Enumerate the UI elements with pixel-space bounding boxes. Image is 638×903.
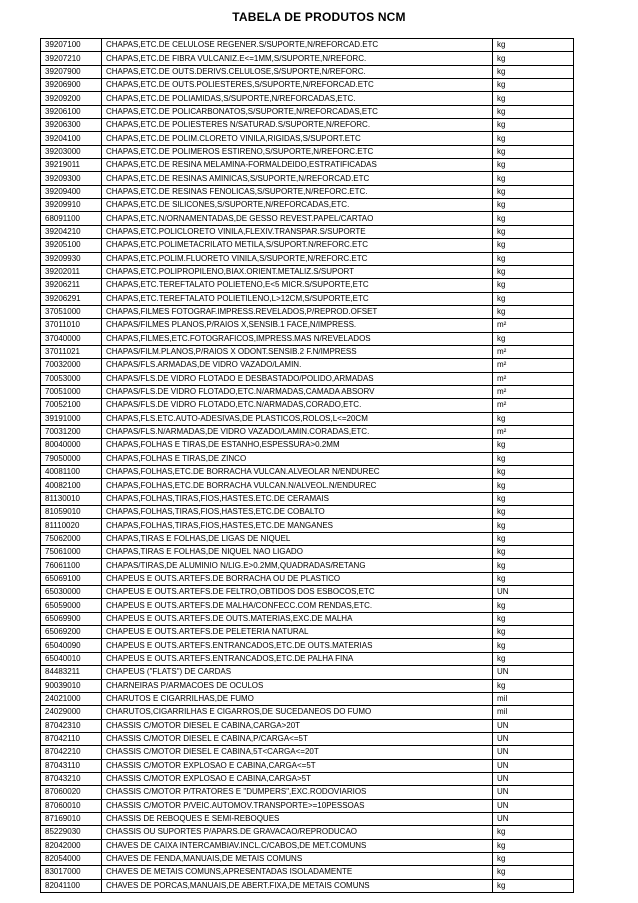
description-cell: CHAPAS,FOLHAS,TIRAS,FIOS,HASTES,ETC.DE COBALTO [102, 506, 493, 519]
ncm-code-cell: 39206100 [41, 105, 102, 118]
ncm-code-cell: 39206900 [41, 79, 102, 92]
description-cell: CHAPAS,ETC.DE RESINA MELAMINA-FORMALDEIDO,ESTRATIFICADAS [102, 159, 493, 172]
description-cell: CHAPAS,ETC.POLIPROPILENO,BIAX.ORIENT.METALIZ.S/SUPORT [102, 265, 493, 278]
description-cell: CHAPAS/FLS.DE VIDRO FLOTADO,ETC.N/ARMADAS,CORADO,ETC. [102, 399, 493, 412]
unit-cell: kg [493, 305, 574, 318]
table-row [41, 145, 574, 158]
ncm-code-cell: 81130010 [41, 492, 102, 505]
ncm-code-cell: 87042210 [41, 746, 102, 759]
description-cell: CHAPAS/FLS.N/ARMADAS,DE VIDRO VAZADO/LAMIN.CORADAS,ETC. [102, 425, 493, 438]
table-row [41, 92, 574, 105]
description-cell: CHAPAS,FOLHAS,ETC.DE BORRACHA VULCAN.ALVEOLAR N/ENDUREC [102, 466, 493, 479]
unit-cell: m² [493, 399, 574, 412]
unit-cell: m² [493, 425, 574, 438]
ncm-code-cell: 87060020 [41, 786, 102, 799]
description-cell: CHAPAS,ETC.DE POLIAMIDAS,S/SUPORTE,N/REFORCADAS,ETC. [102, 92, 493, 105]
description-cell: CHASSIS C/MOTOR EXPLOSAO E CABINA,CARGA>5T [102, 772, 493, 785]
description-cell: CHAPAS,ETC.DE OUTS.POLIESTERES,S/SUPORTE,N/REFORCAD.ETC [102, 79, 493, 92]
table-row [41, 746, 574, 759]
table-row [41, 265, 574, 278]
description-cell: CHARNEIRAS P/ARMACOES DE OCULOS [102, 679, 493, 692]
description-cell: CHAPEUS E OUTS.ARTEFS.DE OUTS.MATERIAS,EXC.DE MALHA [102, 612, 493, 625]
unit-cell: kg [493, 265, 574, 278]
ncm-code-cell: 40081100 [41, 466, 102, 479]
ncm-code-cell: 39204210 [41, 225, 102, 238]
ncm-code-cell: 39207210 [41, 52, 102, 65]
table-row [41, 239, 574, 252]
unit-cell: m² [493, 372, 574, 385]
table-row [41, 852, 574, 865]
ncm-code-cell: 81059010 [41, 506, 102, 519]
unit-cell: kg [493, 185, 574, 198]
description-cell: CHAPAS,ETC.N/ORNAMENTADAS,DE GESSO REVEST.PAPEL/CARTAO [102, 212, 493, 225]
ncm-code-cell: 24021000 [41, 692, 102, 705]
ncm-code-cell: 70031200 [41, 425, 102, 438]
ncm-code-cell: 87043210 [41, 772, 102, 785]
ncm-code-cell: 39209200 [41, 92, 102, 105]
ncm-code-cell: 75062000 [41, 532, 102, 545]
table-row [41, 599, 574, 612]
table-row [41, 826, 574, 839]
unit-cell: kg [493, 612, 574, 625]
table-row [41, 679, 574, 692]
unit-cell: kg [493, 92, 574, 105]
unit-cell: kg [493, 172, 574, 185]
description-cell: CHAPAS,ETC.POLIM.FLUORETO VINILA,S/SUPORTE,N/REFORC.ETC [102, 252, 493, 265]
table-row [41, 172, 574, 185]
table-row [41, 692, 574, 705]
description-cell: CHAPEUS E OUTS.ARTEFS.DE MALHA/CONFECC.COM RENDAS,ETC. [102, 599, 493, 612]
table-row [41, 732, 574, 745]
unit-cell: m² [493, 385, 574, 398]
ncm-code-cell: 87169010 [41, 812, 102, 825]
table-row [41, 719, 574, 732]
table-row [41, 772, 574, 785]
description-cell: CHAPAS,ETC.DE SILICONES,S/SUPORTE,N/REFORCADAS,ETC. [102, 199, 493, 212]
table-row [41, 706, 574, 719]
description-cell: CHAPEUS E OUTS.ARTEFS.ENTRANCADOS,ETC.DE OUTS.MATERIAS [102, 639, 493, 652]
table-row [41, 199, 574, 212]
description-cell: CHASSIS C/MOTOR EXPLOSAO E CABINA,CARGA<=5T [102, 759, 493, 772]
description-cell: CHAVES DE CAIXA INTERCAMBIAV.INCL.C/CABOS,DE MET.COMUNS [102, 839, 493, 852]
unit-cell: UN [493, 746, 574, 759]
ncm-code-cell: 65030000 [41, 586, 102, 599]
description-cell: CHASSIS C/MOTOR DIESEL E CABINA,CARGA>20T [102, 719, 493, 732]
ncm-code-cell: 87043110 [41, 759, 102, 772]
table-row [41, 626, 574, 639]
description-cell: CHAPAS,FOLHAS E TIRAS,DE ZINCO [102, 452, 493, 465]
unit-cell: kg [493, 159, 574, 172]
ncm-code-cell: 87042110 [41, 732, 102, 745]
unit-cell: kg [493, 412, 574, 425]
unit-cell: kg [493, 119, 574, 132]
ncm-code-cell: 87060010 [41, 799, 102, 812]
description-cell: CHAPAS/FILMES PLANOS,P/RAIOS X,SENSIB.1 FACE,N/IMPRESS. [102, 319, 493, 332]
description-cell: CHAPAS,ETC.DE CELULOSE REGENER.S/SUPORTE,N/REFORCAD.ETC [102, 39, 493, 52]
table-row [41, 466, 574, 479]
unit-cell: kg [493, 652, 574, 665]
unit-cell: kg [493, 626, 574, 639]
ncm-code-cell: 39206291 [41, 292, 102, 305]
table-row [41, 279, 574, 292]
ncm-code-cell: 68091100 [41, 212, 102, 225]
table-row [41, 612, 574, 625]
unit-cell: kg [493, 239, 574, 252]
table-row [41, 639, 574, 652]
ncm-code-cell: 24029000 [41, 706, 102, 719]
table-row [41, 345, 574, 358]
description-cell: CHAPEUS ("FLATS") DE CARDAS [102, 666, 493, 679]
table-row [41, 559, 574, 572]
unit-cell: kg [493, 79, 574, 92]
description-cell: CHAPAS,ETC.POLIMETACRILATO METILA,S/SUPORT.N/REFORC.ETC [102, 239, 493, 252]
unit-cell: kg [493, 879, 574, 892]
description-cell: CHAPAS,FILMES FOTOGRAF.IMPRESS.REVELADOS,P/REPROD.OFSET [102, 305, 493, 318]
table-row [41, 866, 574, 879]
ncm-code-cell: 90039010 [41, 679, 102, 692]
ncm-code-cell: 37040000 [41, 332, 102, 345]
unit-cell: kg [493, 479, 574, 492]
table-row [41, 519, 574, 532]
ncm-code-cell: 81110020 [41, 519, 102, 532]
unit-cell: mil [493, 706, 574, 719]
description-cell: CHASSIS OU SUPORTES P/APARS.DE GRAVACAO/REPRODUCAO [102, 826, 493, 839]
description-cell: CHAPAS/FLS.ARMADAS,DE VIDRO VAZADO/LAMIN. [102, 359, 493, 372]
ncm-code-cell: 65069200 [41, 626, 102, 639]
unit-cell: kg [493, 332, 574, 345]
unit-cell: UN [493, 772, 574, 785]
table-row [41, 359, 574, 372]
ncm-code-cell: 79050000 [41, 452, 102, 465]
description-cell: CHAPAS,ETC.DE RESINAS FENOLICAS,S/SUPORTE,N/REFORC.ETC. [102, 185, 493, 198]
unit-cell: kg [493, 212, 574, 225]
table-row [41, 399, 574, 412]
table-row [41, 479, 574, 492]
table-row [41, 786, 574, 799]
unit-cell: kg [493, 532, 574, 545]
ncm-code-cell: 80040000 [41, 439, 102, 452]
table-row [41, 452, 574, 465]
unit-cell: kg [493, 839, 574, 852]
description-cell: CHAPAS,FOLHAS,TIRAS,FIOS,HASTES,ETC.DE MANGANES [102, 519, 493, 532]
unit-cell: kg [493, 65, 574, 78]
ncm-code-cell: 37011021 [41, 345, 102, 358]
table-row [41, 105, 574, 118]
description-cell: CHAPAS/TIRAS,DE ALUMINIO N/LIG.E>0.2MM,QUADRADAS/RETANG [102, 559, 493, 572]
table-row [41, 225, 574, 238]
description-cell: CHAPEUS E OUTS.ARTEFS.DE BORRACHA OU DE PLASTICO [102, 572, 493, 585]
ncm-code-cell: 37011010 [41, 319, 102, 332]
ncm-code-cell: 65040010 [41, 652, 102, 665]
table-row [41, 185, 574, 198]
unit-cell: kg [493, 105, 574, 118]
table-row [41, 799, 574, 812]
table-row [41, 52, 574, 65]
unit-cell: UN [493, 812, 574, 825]
description-cell: CHAPAS,ETC.DE POLIM.CLORETO VINILA,RIGIDAS,S/SUPORT.ETC [102, 132, 493, 145]
table-row [41, 372, 574, 385]
table-row [41, 759, 574, 772]
table-row [41, 506, 574, 519]
table-row [41, 132, 574, 145]
ncm-code-cell: 39202011 [41, 265, 102, 278]
table-row [41, 292, 574, 305]
ncm-code-cell: 87042310 [41, 719, 102, 732]
ncm-code-cell: 39209910 [41, 199, 102, 212]
table-row [41, 652, 574, 665]
page-title: TABELA DE PRODUTOS NCM [232, 10, 406, 24]
description-cell: CHAPAS/FLS.DE VIDRO FLOTADO,ETC.N/ARMADAS,CAMADA ABSORV [102, 385, 493, 398]
description-cell: CHASSIS C/MOTOR P/TRATORES E "DUMPERS",EXC.RODOVIARIOS [102, 786, 493, 799]
ncm-code-cell: 39204100 [41, 132, 102, 145]
unit-cell: kg [493, 546, 574, 559]
unit-cell: kg [493, 679, 574, 692]
ncm-code-cell: 65069900 [41, 612, 102, 625]
ncm-code-cell: 65059000 [41, 599, 102, 612]
ncm-code-cell: 70053000 [41, 372, 102, 385]
table-row [41, 319, 574, 332]
table-row [41, 572, 574, 585]
table-row [41, 425, 574, 438]
ncm-code-cell: 39207100 [41, 39, 102, 52]
ncm-code-cell: 70051000 [41, 385, 102, 398]
table-row [41, 666, 574, 679]
ncm-code-cell: 83017000 [41, 866, 102, 879]
unit-cell: m² [493, 319, 574, 332]
ncm-code-cell: 82041100 [41, 879, 102, 892]
unit-cell: kg [493, 52, 574, 65]
description-cell: CHAPAS,ETC.DE RESINAS AMINICAS,S/SUPORTE,N/REFORCAD.ETC [102, 172, 493, 185]
description-cell: CHASSIS C/MOTOR P/VEIC.AUTOMOV.TRANSPORTE>=10PESSOAS [102, 799, 493, 812]
ncm-code-cell: 76061100 [41, 559, 102, 572]
unit-cell: UN [493, 732, 574, 745]
table-row [41, 332, 574, 345]
description-cell: CHAPAS,FOLHAS,ETC.DE BORRACHA VULCAN.N/ALVEOL.N/ENDUREC [102, 479, 493, 492]
ncm-code-cell: 70032000 [41, 359, 102, 372]
ncm-code-cell: 40082100 [41, 479, 102, 492]
ncm-code-cell: 65040090 [41, 639, 102, 652]
description-cell: CHAPAS,FOLHAS E TIRAS,DE ESTANHO,ESPESSURA>0.2MM [102, 439, 493, 452]
ncm-code-cell: 39209300 [41, 172, 102, 185]
table-row [41, 252, 574, 265]
unit-cell: kg [493, 572, 574, 585]
description-cell: CHARUTOS,CIGARRILHAS E CIGARROS,DE SUCEDANEOS DO FUMO [102, 706, 493, 719]
unit-cell: kg [493, 199, 574, 212]
table-row [41, 305, 574, 318]
unit-cell: kg [493, 132, 574, 145]
table-row [41, 586, 574, 599]
description-cell: CHAPAS,ETC.DE POLIESTERES N/SATURAD.S/SUPORTE,N/REFORC. [102, 119, 493, 132]
table-row [41, 546, 574, 559]
unit-cell: kg [493, 39, 574, 52]
description-cell: CHAPAS,TIRAS E FOLHAS,DE LIGAS DE NIQUEL [102, 532, 493, 545]
unit-cell: kg [493, 279, 574, 292]
ncm-code-cell: 39219011 [41, 159, 102, 172]
description-cell: CHAPAS,ETC.DE POLIMEROS ESTIRENO,S/SUPORTE,N/REFORC.ETC [102, 145, 493, 158]
table-row [41, 492, 574, 505]
description-cell: CHAVES DE METAIS COMUNS,APRESENTADAS ISOLADAMENTE [102, 866, 493, 879]
description-cell: CHAPAS,ETC.DE OUTS.DERIVS.CELULOSE,S/SUPORTE,N/REFORC. [102, 65, 493, 78]
unit-cell: kg [493, 466, 574, 479]
ncm-code-cell: 39207900 [41, 65, 102, 78]
description-cell: CHARUTOS E CIGARRILHAS,DE FUMO [102, 692, 493, 705]
unit-cell: kg [493, 439, 574, 452]
unit-cell: kg [493, 559, 574, 572]
description-cell: CHAPAS,FOLHAS,TIRAS,FIOS,HASTES.ETC.DE CERAMAIS [102, 492, 493, 505]
description-cell: CHASSIS C/MOTOR DIESEL E CABINA,5T<CARGA<=20T [102, 746, 493, 759]
table-row [41, 532, 574, 545]
products-table [40, 38, 574, 893]
description-cell: CHASSIS DE REBOQUES E SEMI-REBOQUES [102, 812, 493, 825]
unit-cell: kg [493, 225, 574, 238]
description-cell: CHAPAS/FLS.DE VIDRO FLOTADO E DESBASTADO/POLIDO,ARMADAS [102, 372, 493, 385]
table-row [41, 79, 574, 92]
ncm-code-cell: 85229030 [41, 826, 102, 839]
description-cell: CHAPAS/FILM.PLANOS,P/RAIOS X ODONT.SENSIB.2 F.N/IMPRESS [102, 345, 493, 358]
description-cell: CHAPEUS E OUTS.ARTEFS.DE FELTRO,OBTIDOS DOS ESBOCOS,ETC [102, 586, 493, 599]
ncm-code-cell: 70052100 [41, 399, 102, 412]
unit-cell: mil [493, 692, 574, 705]
unit-cell: m² [493, 345, 574, 358]
unit-cell: kg [493, 252, 574, 265]
ncm-code-cell: 39191000 [41, 412, 102, 425]
unit-cell: kg [493, 292, 574, 305]
description-cell: CHAPAS,FILMES,ETC.FOTOGRAFICOS,IMPRESS.MAS N/REVELADOS [102, 332, 493, 345]
unit-cell: UN [493, 759, 574, 772]
table-row [41, 65, 574, 78]
ncm-code-cell: 37051000 [41, 305, 102, 318]
table-row [41, 439, 574, 452]
table-row [41, 812, 574, 825]
unit-cell: kg [493, 506, 574, 519]
unit-cell: kg [493, 826, 574, 839]
table-row [41, 412, 574, 425]
ncm-code-cell: 39206211 [41, 279, 102, 292]
table-row [41, 879, 574, 892]
unit-cell: UN [493, 719, 574, 732]
unit-cell: kg [493, 639, 574, 652]
ncm-code-cell: 39205100 [41, 239, 102, 252]
description-cell: CHAPAS,ETC.DE FIBRA VULCANIZ.E<=1MM,S/SUPORTE,N/REFORC. [102, 52, 493, 65]
ncm-code-cell: 39209930 [41, 252, 102, 265]
ncm-code-cell: 82042000 [41, 839, 102, 852]
unit-cell: kg [493, 519, 574, 532]
ncm-code-cell: 39203000 [41, 145, 102, 158]
ncm-code-cell: 65069100 [41, 572, 102, 585]
table-row [41, 839, 574, 852]
unit-cell: UN [493, 786, 574, 799]
unit-cell: kg [493, 145, 574, 158]
description-cell: CHAPAS,ETC.DE POLICARBONATOS,S/SUPORTE,N/REFORCADAS,ETC [102, 105, 493, 118]
table-row [41, 39, 574, 52]
unit-cell: kg [493, 852, 574, 865]
description-cell: CHAVES DE PORCAS,MANUAIS,DE ABERT.FIXA,DE METAIS COMUNS [102, 879, 493, 892]
unit-cell: UN [493, 666, 574, 679]
description-cell: CHAPEUS E OUTS.ARTEFS.DE PELETERIA NATURAL [102, 626, 493, 639]
unit-cell: UN [493, 799, 574, 812]
products-table-body [41, 39, 574, 893]
table-row [41, 159, 574, 172]
unit-cell: UN [493, 586, 574, 599]
description-cell: CHAPAS,ETC.POLICLORETO VINILA,FLEXIV.TRANSPAR.S/SUPORTE [102, 225, 493, 238]
unit-cell: kg [493, 452, 574, 465]
unit-cell: kg [493, 492, 574, 505]
ncm-code-cell: 75061000 [41, 546, 102, 559]
unit-cell: m² [493, 359, 574, 372]
description-cell: CHAPEUS E OUTS.ARTEFS.ENTRANCADOS,ETC.DE PALHA FINA [102, 652, 493, 665]
table-row [41, 385, 574, 398]
unit-cell: kg [493, 599, 574, 612]
description-cell: CHAPAS,ETC.TEREFTALATO POLIETILENO,L>12CM,S/SUPORTE,ETC [102, 292, 493, 305]
ncm-code-cell: 84483211 [41, 666, 102, 679]
description-cell: CHASSIS C/MOTOR DIESEL E CABINA,P/CARGA<=5T [102, 732, 493, 745]
ncm-code-cell: 39206300 [41, 119, 102, 132]
description-cell: CHAPAS,TIRAS E FOLHAS,DE NIQUEL NAO LIGADO [102, 546, 493, 559]
table-row [41, 212, 574, 225]
ncm-code-cell: 39209400 [41, 185, 102, 198]
ncm-code-cell: 82054000 [41, 852, 102, 865]
table-row [41, 119, 574, 132]
description-cell: CHAPAS,FLS.ETC.AUTO-ADESIVAS,DE PLASTICOS,ROLOS,L<=20CM [102, 412, 493, 425]
unit-cell: kg [493, 866, 574, 879]
description-cell: CHAVES DE FENDA,MANUAIS,DE METAIS COMUNS [102, 852, 493, 865]
description-cell: CHAPAS,ETC.TEREFTALATO POLIETENO,E<5 MICR.S/SUPORTE,ETC [102, 279, 493, 292]
